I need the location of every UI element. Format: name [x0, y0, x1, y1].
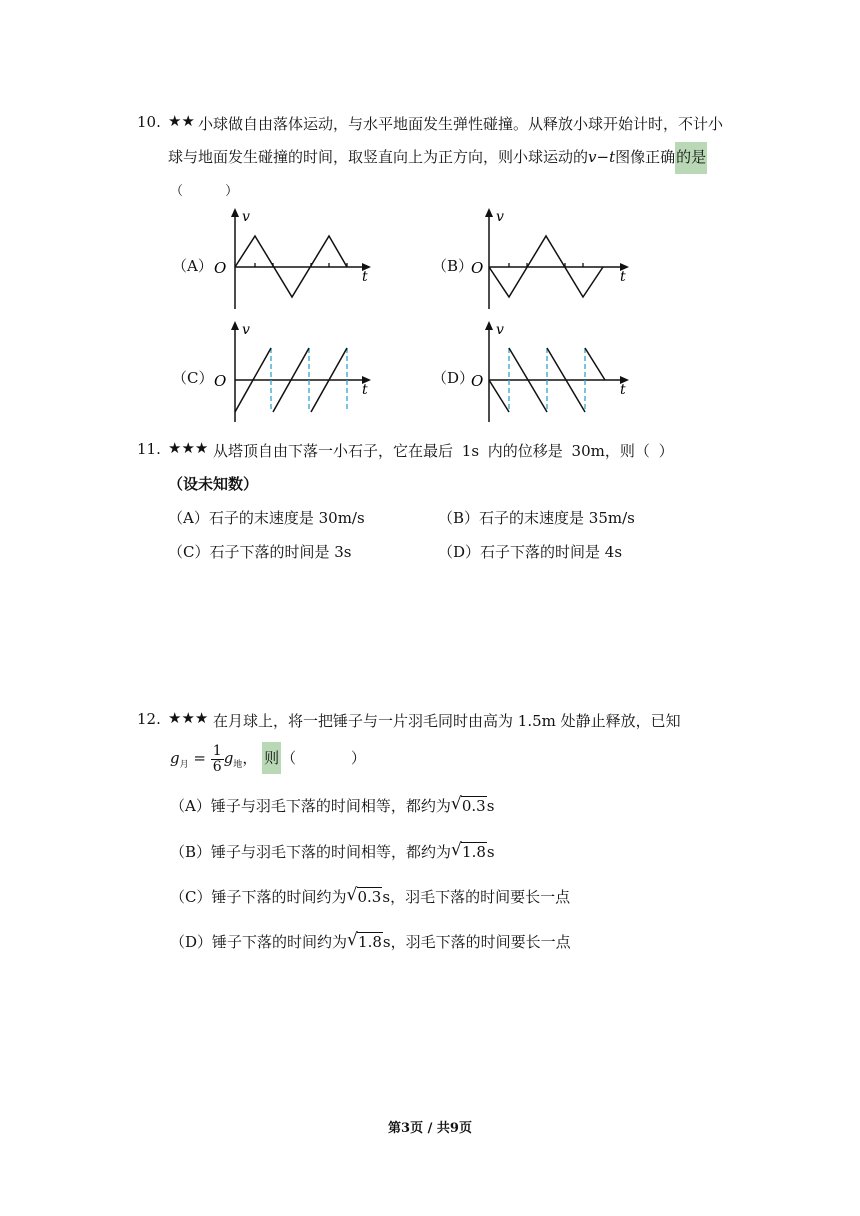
option-text: 石子下落的时间是 4s — [480, 543, 623, 561]
vt-v: v — [588, 148, 597, 166]
option-label: （B） — [438, 509, 480, 527]
sqrt-expression: √ 1.8 — [347, 930, 382, 951]
x-axis-label: t — [362, 382, 368, 398]
graph-c — [205, 318, 375, 428]
sqrt-value: 0.3 — [461, 797, 486, 815]
option-b[interactable] — [170, 841, 495, 862]
option-label: （D） — [170, 933, 213, 951]
answer-blank: （ ） — [170, 184, 239, 199]
option-unit: s — [486, 797, 495, 815]
sqrt-expression: √ 1.8 — [451, 840, 486, 861]
page-footer: 第3页 / 共9页 — [388, 1121, 472, 1136]
option-label: （A） — [168, 509, 209, 527]
formula-comma: ， — [242, 749, 258, 767]
option-label-a: （A） — [172, 257, 213, 275]
question-stem: 从塔顶自由下落一小石子，它在最后 1s 内的位移是 30m，则（ ） — [213, 442, 674, 460]
option-text: 石子下落的时间是 3s — [209, 543, 352, 561]
formula-sub-earth: 地 — [233, 760, 243, 770]
question-note: （设未知数） — [168, 475, 259, 493]
question-number: 12. — [137, 710, 161, 728]
velocity-segment — [585, 348, 605, 380]
sqrt-value: 0.3 — [357, 888, 382, 906]
option-text: 锤子下落的时间约为 — [212, 933, 348, 951]
difficulty-stars: ★★★ — [168, 439, 209, 457]
option-text: 锤子与羽毛下落的时间相等，都约为 — [211, 843, 452, 861]
highlighted-text: 则 — [262, 742, 281, 774]
vt-t: t — [609, 148, 616, 166]
y-axis-arrow — [485, 208, 493, 217]
formula-g: g — [170, 749, 180, 767]
option-label-d: （D） — [432, 369, 475, 387]
option-c[interactable] — [170, 886, 570, 907]
fraction-numerator: 1 — [212, 742, 222, 759]
option-a[interactable] — [170, 795, 494, 816]
option-text: 锤子下落的时间约为 — [211, 888, 347, 906]
question-stem-line1: 小球做自由落体运动，与水平地面发生弹性碰撞。从释放小球开始计时，不计小 — [198, 115, 724, 133]
question-number: 11. — [137, 440, 161, 458]
option-post: ，羽毛下落的时间要长一点 — [390, 888, 571, 906]
gravity-formula-line — [170, 740, 366, 783]
y-axis-arrow — [485, 321, 493, 330]
option-label: （C） — [170, 888, 212, 906]
y-axis-arrow — [231, 208, 239, 217]
origin-label: O — [214, 259, 227, 277]
sqrt-expression: √ 0.3 — [450, 794, 486, 815]
origin-label: O — [214, 372, 227, 390]
origin-label: O — [471, 372, 484, 390]
velocity-segment — [489, 380, 509, 412]
highlighted-text: 的是 — [675, 142, 707, 174]
sqrt-value: 1.8 — [358, 933, 382, 951]
formula-fraction — [211, 744, 224, 775]
difficulty-stars: ★★ — [168, 112, 195, 130]
question-number: 10. — [137, 113, 161, 131]
formula-g2: g — [223, 749, 234, 767]
option-label: （D） — [438, 543, 481, 561]
option-text: 石子的末速度是 35m/s — [479, 509, 635, 527]
fraction-denominator: 6 — [212, 758, 222, 775]
y-axis-label: v — [242, 322, 250, 338]
y-axis-label: v — [242, 209, 250, 225]
y-axis-label: v — [496, 209, 504, 225]
formula-sub-moon: 月 — [179, 760, 189, 770]
option-label: （C） — [168, 543, 210, 561]
question-stem-line2 — [168, 146, 707, 167]
option-d[interactable] — [438, 541, 622, 562]
sqrt-value: 1.8 — [462, 843, 486, 861]
graph-d — [465, 318, 635, 428]
stem-text-2: 图像正确 — [615, 148, 676, 166]
x-axis-label: t — [620, 382, 626, 398]
option-label-b: （B） — [432, 257, 474, 275]
option-text: 石子的末速度是 30m/s — [208, 509, 365, 527]
option-unit: s — [382, 888, 391, 906]
option-a[interactable] — [168, 507, 365, 528]
vt-dash: − — [596, 148, 610, 166]
option-label: （A） — [170, 797, 211, 815]
question-stem: 在月球上，将一把锤子与一片羽毛同时由高为 1.5m 处静止释放，已知 — [213, 712, 681, 730]
graph-b — [465, 205, 635, 315]
option-label-c: （C） — [172, 369, 214, 387]
difficulty-stars: ★★★ — [168, 709, 209, 727]
formula-eq: = — [193, 749, 206, 767]
y-axis-label: v — [496, 322, 504, 338]
option-c[interactable] — [168, 541, 352, 562]
answer-blank: （ ） — [281, 749, 366, 767]
sqrt-expression: √ 0.3 — [346, 885, 382, 906]
option-post: ，羽毛下落的时间要长一点 — [390, 933, 571, 951]
option-b[interactable] — [438, 507, 635, 528]
option-unit: s — [382, 933, 391, 951]
y-axis-arrow — [231, 321, 239, 330]
option-d[interactable] — [170, 931, 571, 952]
graph-a — [205, 205, 375, 315]
x-axis-label: t — [620, 269, 626, 285]
origin-label: O — [471, 259, 484, 277]
option-text: 锤子与羽毛下落的时间相等，都约为 — [210, 797, 451, 815]
option-unit: s — [486, 843, 495, 861]
x-axis-label: t — [362, 269, 368, 285]
option-label: （B） — [170, 843, 212, 861]
stem-text: 球与地面发生碰撞的时间，取竖直向上为正方向，则小球运动的 — [168, 148, 589, 166]
